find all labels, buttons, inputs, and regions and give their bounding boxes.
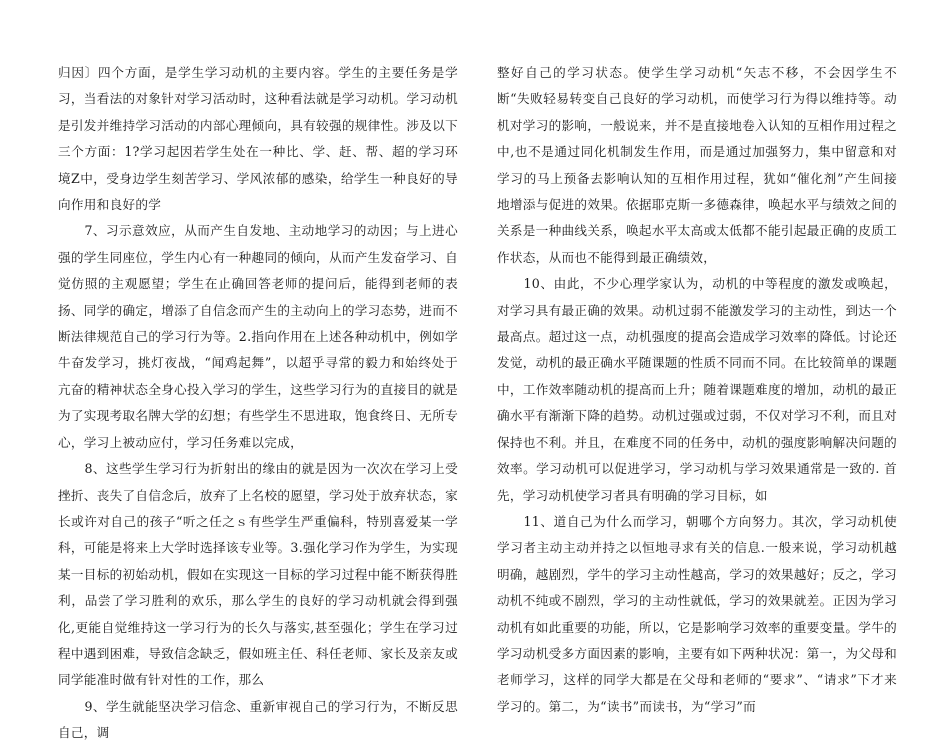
paragraph: 8、这些学生学习行为折射出的缘由的就是因为一次次在学习上受挫折、丧失了自信念后，放弃了上名校的愿望，学习处于放弃状态，家长或许对自己的孩子“听之任之ｓ有些学生严重偏科，特别喜爱某一学科，可能是将来上大学时选择该专业等。3.强化学习作为学生，为实现某一目标的初始动机，假如在实现这一目标的学习过程中能不断获得胜利，品尝了学习胜利的欢乐，那么学生的良好的学习动机就会得到强化,更能自觉维持这一学习行为的长久与落实,甚至强化；学生在学习过程中遇到困难，导致信念缺乏，假如班主任、科任老师、家长及亲友或同学能准时做有针对性的工作，那么 bbox=[58, 461, 458, 688]
paragraph: 7、习示意效应，从而产生自发地、主动地学习的动因；与上进心强的学生同座位，学生内心有一种趣同的倾向，从而产生发奋学习、自觉仿照的主观愿望；学生在止确回答老师的提问后，能得到老师的表扬、同学的确定，增添了自信念而产生的主动向上的学习态势，进而不断法律规范自己的学习行为等。2.指向作用在上述各种动机中，例如学牛奋发学习，挑灯夜战，“闻鸡起舞”，以超乎寻常的毅力和始终处于亢奋的精神状态全身心投入学习的学生，这些学习行为的直接目的就是为了实现考取名牌大学的幻想；有些学生不思进取，饱食终日、无所专心，学习上被动应付，学习任务难以完成， bbox=[58, 223, 458, 450]
paragraph: 整好自己的学习状态。使学生学习动机“矢志不移，不会因学生不断“失败轻易转变自己良好的学习动机，而使学习行为得以维持等。动机对学习的影响，一般说来，并不是直接地卷入认知的互相作用过程之中,也不是通过同化机制发生作用，而是通过加强努力，集中留意和对学习的马上预备去影响认知的互相作用过程，犹如“催化剂”产生间接地增添与促进的效果。依据耶克斯一多德森律，唤起水平与绩效之间的关系是一种曲线关系，唤起水平太高或太低都不能引起最正确的皮质工作状态，从而也不能得到最正确绩效， bbox=[497, 65, 897, 265]
right-column bbox=[497, 60, 897, 720]
paragraph: 9、学生就能坚决学习信念、重新审视自己的学习行为，不断反思自己，调 bbox=[58, 698, 458, 741]
paragraph: 10、由此，不少心理学家认为，动机的中等程度的激发或唤起，对学习具有最正确的效果。动机过弱不能激发学习的主动性，到达一个最高点。超过这一点，动机强度的提高会造成学习效率的降低。讨论还发觉，动机的最正确水平随课题的性质不同而不同。在比较简单的课题中，工作效率随动机的提高而上升；随着课题难度的增加，动机的最正确水平有渐渐下降的趋势。动机过强或过弱，不仅对学习不利，而且对保持也不利。并且，在难度不同的任务中，动机的强度影响解决问题的效率。学习动机可以促进学习，学习动机与学习效果通常是一致的. 首先，学习动机使学习者具有明确的学习目标，如 bbox=[497, 276, 897, 503]
paragraph: 11、道自己为什么而学习，朝哪个方向努力。其次，学习动机使学习者主动主动并持之以恒地寻求有关的信息.一般来说，学习动机越明确，越剧烈，学牛的学习主动性越高，学习的效果越好；反之，学习动机不纯或不剧烈，学习的主动性就低，学习的效果就差。正因为学习动机有如此重要的功能，所以，它是影响学习效率的重要变量。学牛的学习动机受多方面因素的影响，主要有如下两种状况：第一，为父母和老师学习，这样的同学大都是在父母和老师的“要求”、“请求”下才来学习的。第二，为“读书”而读书，为“学习”而 bbox=[497, 513, 897, 714]
paragraph: 归因〕四个方面，是学生学习动机的主要内容。学生的主要任务是学习，当看法的对象针对学习活动时，这种看法就是学习动机。学习动机是引发并维持学习活动的内部心理倾向，具有较强的规律性。涉及以下三个方面：1?学习起因若学生处在一种比、学、赶、帮、超的学习环境Z中，受身边学生刻苦学习、学风浓郁的感染，给学生一种良好的导向作用和良好的学 bbox=[58, 65, 458, 213]
left-column bbox=[58, 60, 458, 747]
